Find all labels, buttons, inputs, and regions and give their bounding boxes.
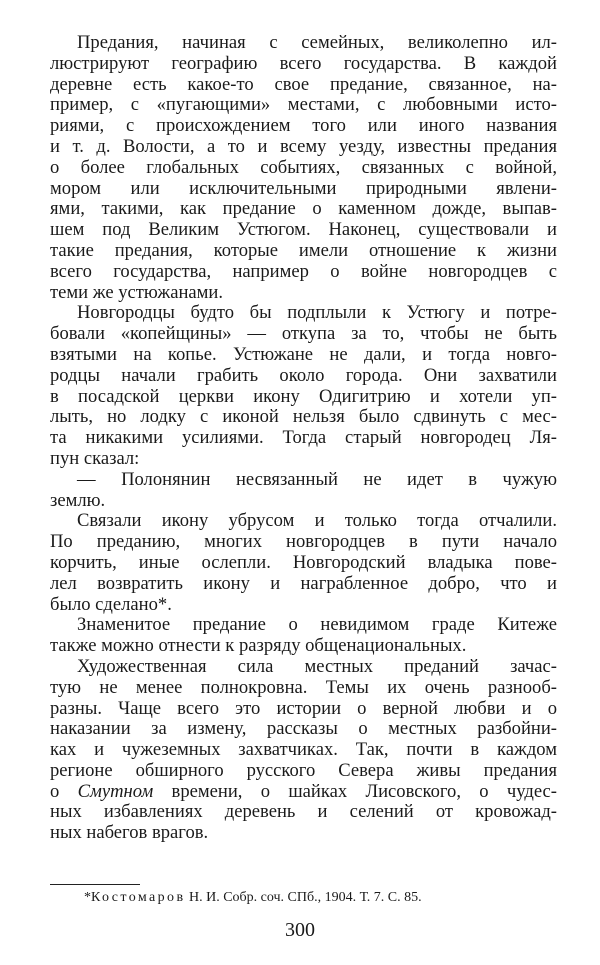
text-line: ках и чужеземных захватчиках. Так, почти в каждом [50,739,557,761]
text-line: деревне есть какое-то свое предание, связанное, на- [50,73,557,95]
text-line: Предания, начиная с семейных, великолепно ил- [77,32,557,53]
text-line: такие предания, которые имели отношение к жизни [50,239,557,261]
text-line: взятыми на копье. Устюжане не дали, и тогда новго- [50,343,557,365]
text-line: пример, с «пугающими» местами, с любовными исто- [50,94,557,116]
text-segment: о [50,780,78,802]
text-line: пун сказал: [50,447,140,469]
text-line: По преданию, многих новгородцев в пути начало [50,531,557,553]
paragraph [50,657,557,844]
text-line: — Полонянин несвязанный не идет в чужую [77,468,557,490]
paragraph [50,615,557,657]
text-line: родцы начали грабить около города. Они захватили [50,364,557,386]
text-segment: времени, о шайках Лисовского, о чудес- [153,780,557,802]
footnote-divider [50,884,140,885]
text-line: Новгородцы будто бы подплыли к Устюгу и потре- [77,302,557,324]
paragraph [50,511,557,615]
text-line: ных избавлениях деревень и селений от кровожад- [50,801,557,823]
body-text [50,33,557,844]
text-line: Художественная сила местных преданий зачас- [77,655,557,677]
text-line: корчить, иные ослепли. Новгородский владыка пове- [50,551,557,573]
text-line: теми же устюжанами. [50,281,224,303]
text-line: та никакими усилиями. Тогда старый новгородец Ля- [50,427,557,449]
text-line: и т. д. Волости, а то и всему уезду, известны предания [50,135,557,157]
italic-text: Смутном [77,780,154,802]
text-line: риями, с происхождением того или иного названия [50,115,557,137]
paragraph [50,470,557,512]
text-line: наказании за измену, рассказы о местных разбойни- [50,718,557,740]
text-line: тую не менее полнокровна. Темы их очень разнооб- [50,676,557,698]
text-line: было сделано*. [50,593,172,615]
text-line: Знаменитое предание о невидимом граде Китеже [77,614,557,636]
text-line: люстрируют географию всего государства. В каждой [50,52,557,74]
footnote [84,889,422,907]
text-line: мором или исключительными природными явлени- [50,177,557,199]
text-line: землю. [50,489,106,511]
text-line: регионе обширного русского Севера живы предания [50,759,557,781]
text-line: всего государства, например о войне новгородцев с [50,260,557,282]
text-line: ями, такими, как предание о каменном дожде, выпав- [50,198,557,220]
footnote-citation: Н. И. Собр. соч. СПб., 1904. Т. 7. С. 85. [185,890,422,905]
footnote-mark: * [84,890,91,905]
paragraph [50,303,557,469]
text-line: в посадской церкви икону Одигитрию и хотели уп- [50,385,557,407]
text-line: разны. Чаще всего это истории о верной любви и о [50,697,557,719]
text-line: Связали икону убрусом и только тогда отчалили. [77,510,557,532]
text-line [50,782,557,803]
page-number: 300 [285,919,315,941]
text-line: лыть, но лодку с иконой нельзя было сдвинуть с мес- [50,406,557,428]
paragraph [50,33,557,303]
text-line: лел возвратить икону и награбленное добро, что и [50,572,557,594]
footnote-author: Костомаров [91,890,186,905]
text-line: бовали «копейщины» — откупа за то, чтобы не быть [50,323,557,345]
text-line: ных набегов врагов. [50,822,209,844]
text-line: шем под Великим Устюгом. Наконец, существовали и [50,219,557,241]
text-line: о более глобальных событиях, связанных с войной, [50,156,557,178]
text-line: также можно отнести к разряду общенациональных. [50,635,467,657]
